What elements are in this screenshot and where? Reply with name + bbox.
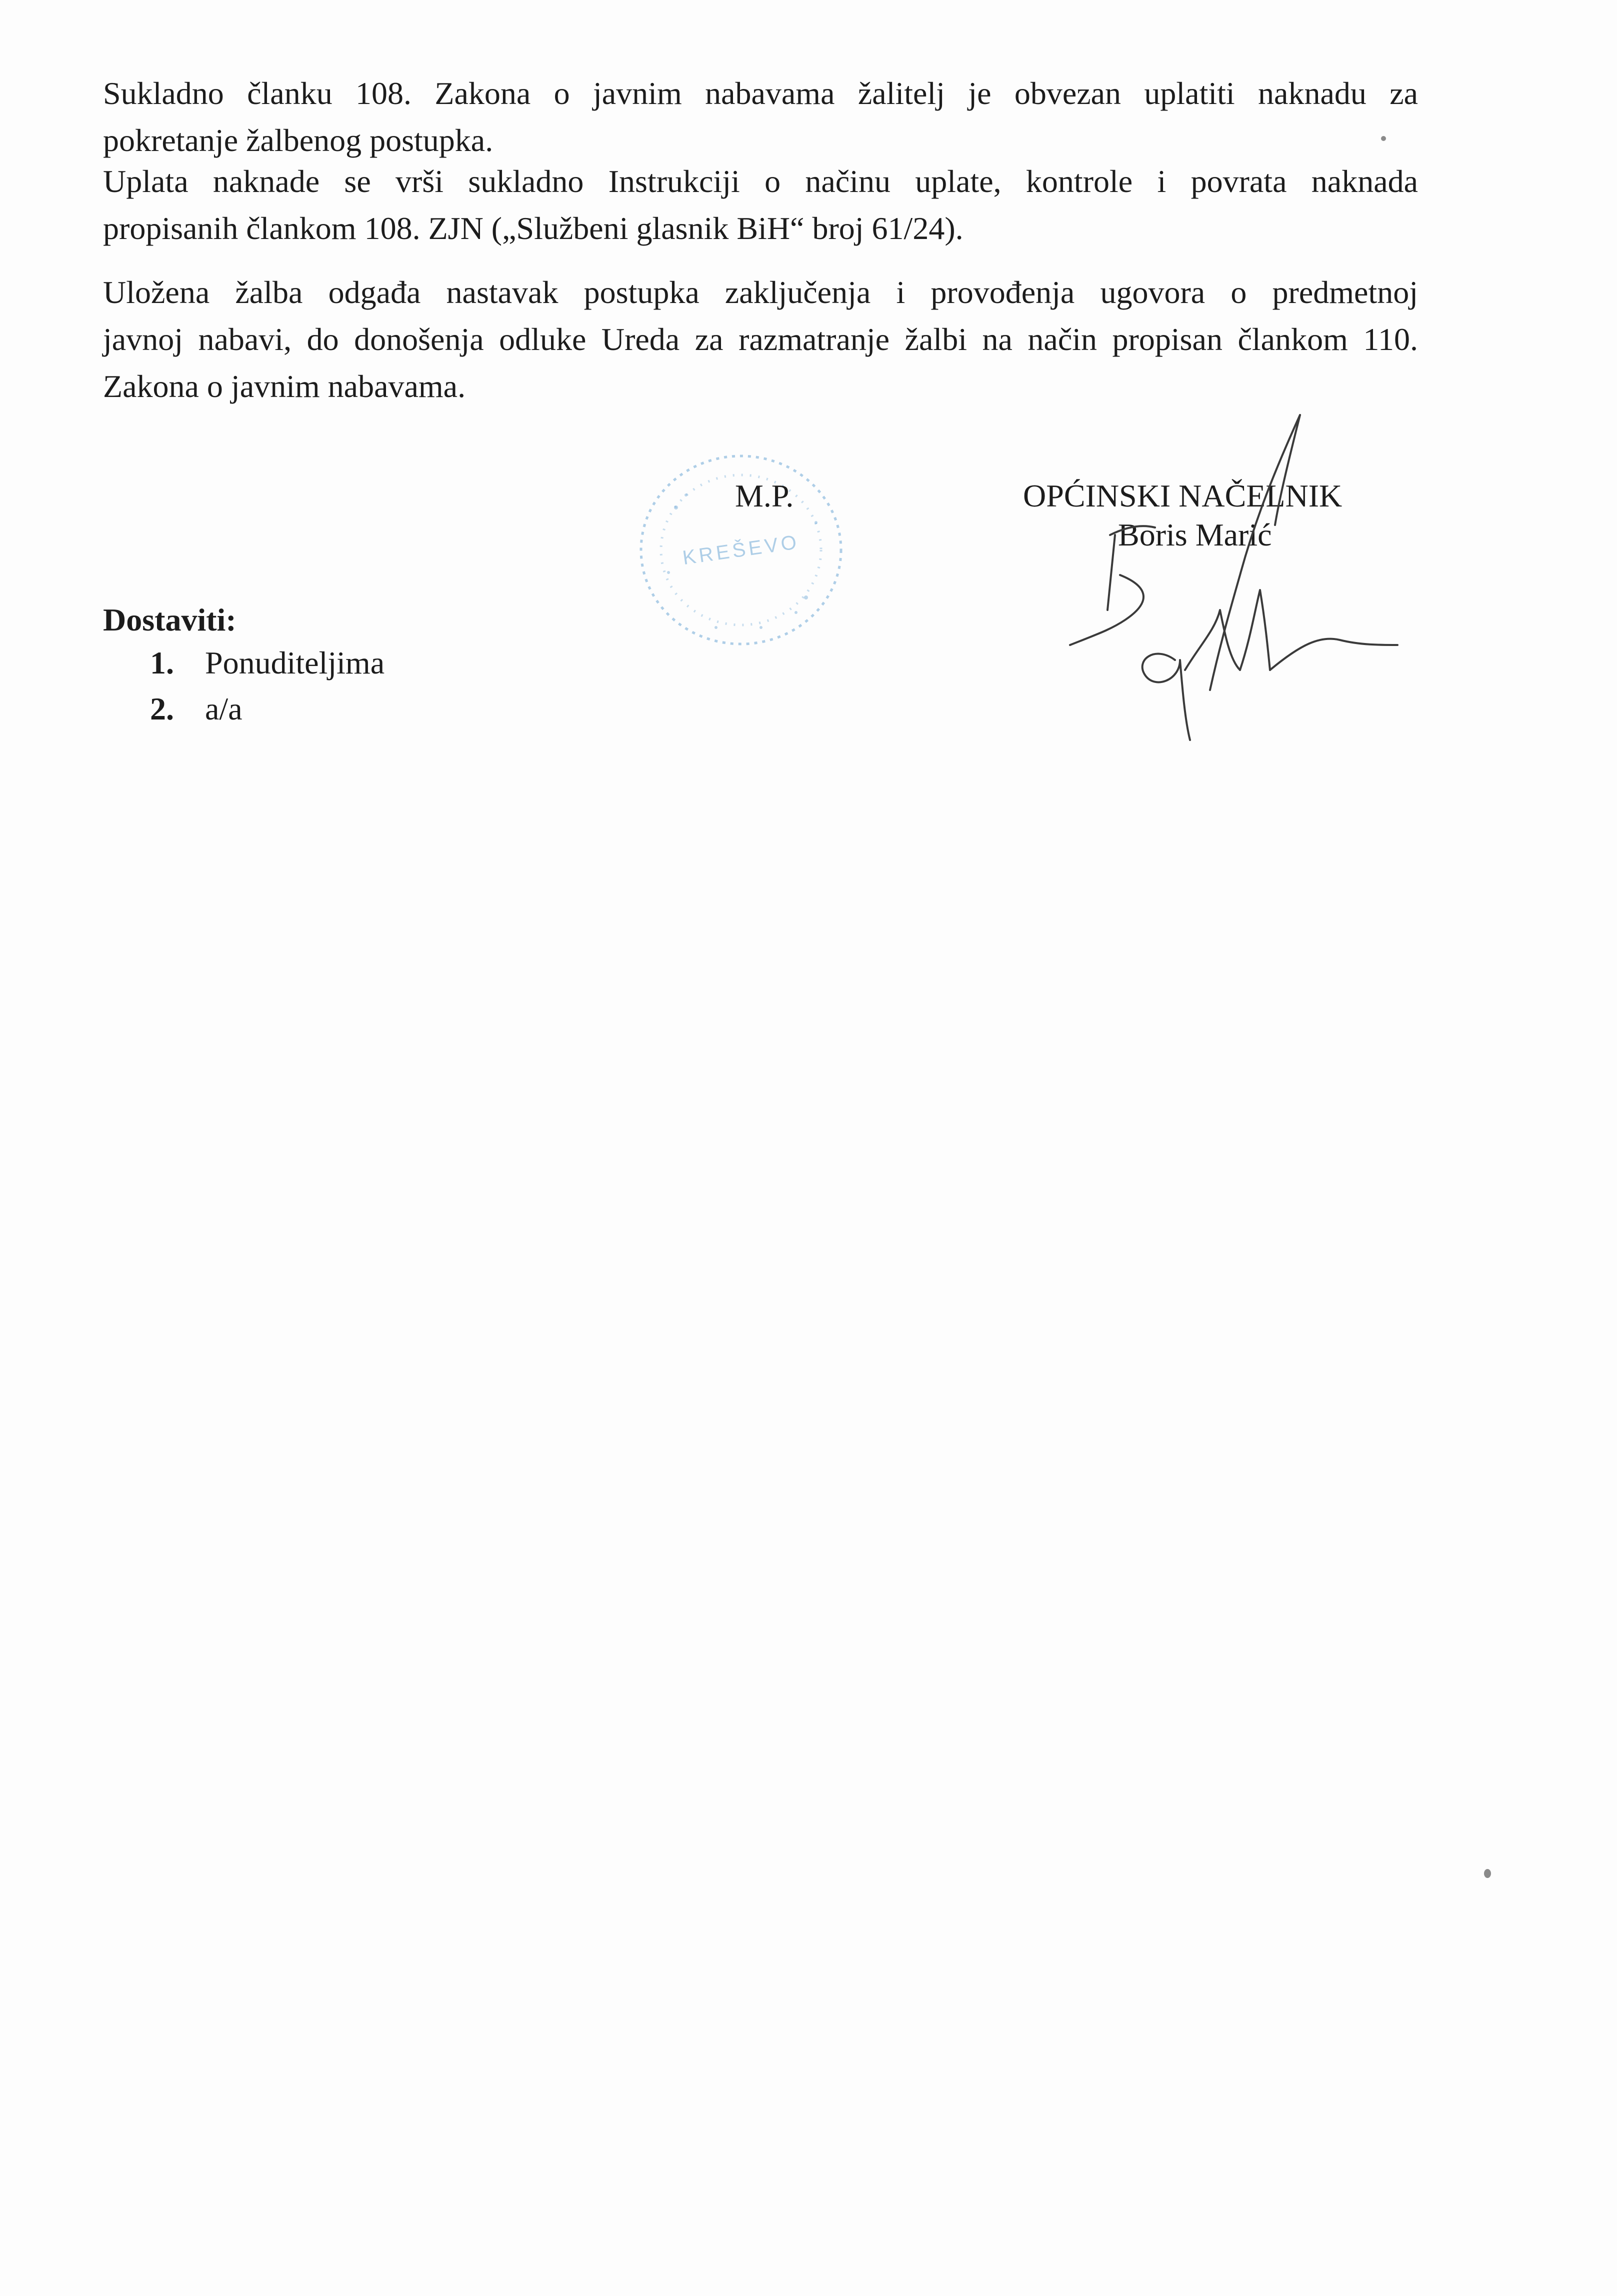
paragraph-line: propisanih člankom 108. ZJN („Službeni glasnik BiH“ broj 61/24). (103, 210, 964, 246)
delivery-list (150, 640, 384, 732)
signatory-name: Boris Marić (1118, 517, 1272, 552)
paragraph-payment-instructions (103, 158, 1418, 252)
paragraph-line: Zakona o javnim nabavama. (103, 368, 466, 404)
paragraph-line: Uložena žalba odgađa nastavak postupka zaključenja i provođenja ugovora o predmetnoj (103, 274, 1418, 310)
paragraph-line: pokretanje žalbenog postupka. (103, 122, 494, 158)
stamp-label: M.P. (735, 478, 794, 514)
paragraph-appeal-effect (103, 269, 1418, 410)
paragraph-line: Uplata naknade se vrši sukladno Instrukciji o načinu uplate, kontrole i povrata naknada (103, 164, 1418, 199)
signatory-title: OPĆINSKI NAČELNIK (1023, 478, 1342, 514)
paragraph-appeal-fee (103, 70, 1418, 164)
list-item-text: a/a (205, 691, 242, 726)
seal-text: KREŠEVO (681, 530, 801, 570)
paragraph-line: javnoj nabavi, do donošenja odluke Ureda za razmatranje žalbi na način propisan člankom 110. (103, 322, 1418, 357)
delivery-heading: Dostaviti: (103, 602, 236, 638)
handwritten-signature-icon (1040, 410, 1400, 750)
scan-speck (1484, 1869, 1491, 1878)
paragraph-line: Sukladno članku 108. Zakona o javnim nabavama žalitelj je obvezan uplatiti naknadu za (103, 76, 1418, 111)
scan-speck (1381, 136, 1386, 141)
list-item-number: 1. (150, 645, 174, 680)
list-item (150, 686, 384, 732)
list-item-number: 2. (150, 691, 174, 726)
list-item-text: Ponuditeljima (205, 645, 385, 680)
list-item (150, 640, 384, 686)
